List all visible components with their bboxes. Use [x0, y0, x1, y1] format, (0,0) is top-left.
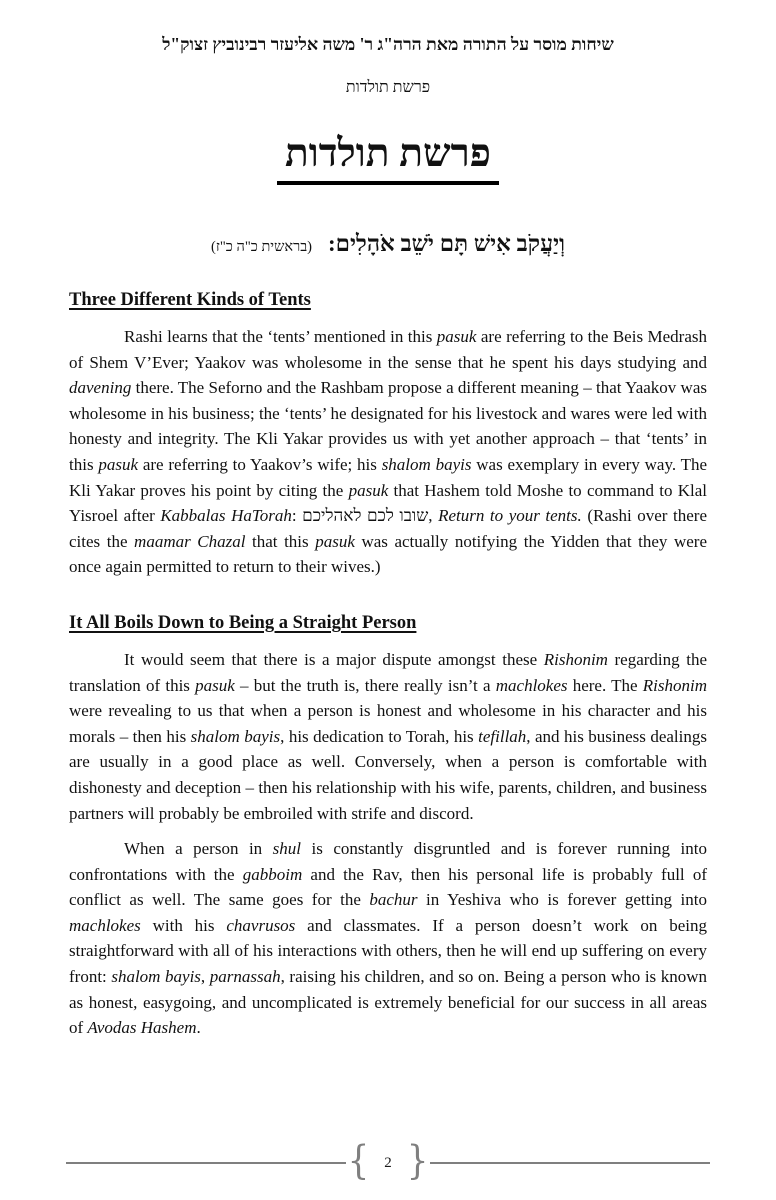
- page-title-text: פרשת תולדות: [277, 131, 499, 185]
- paragraph-shul-conflict: When a person in shul is constantly disgruntled and is forever running into confrontations with the gabboim and the Rav, then his personal life is probably full of conflict as well. The same goes for the bachur in Yeshiva who is forever getting into machlokes with his chavrusos and classmates. If a person doesn’t work on being straightforward with all of his interactions with others, then he will end up suffering on every front: shalom bayis, parnassah, raising his children, and so on. Being a person who is known as honest, easygoing, and uncomplicated is extremely beneficial for our success in all areas of Avodas Hashem.: [69, 839, 708, 1038]
- torah-verse-line: [69, 231, 707, 257]
- section-three-tents: [69, 290, 707, 580]
- left-brace-decoration: {: [347, 1138, 370, 1184]
- section-heading-three-tents: Three Different Kinds of Tents: [69, 290, 311, 310]
- verse-citation: (בראשית כ"ה כ"ז): [210, 239, 313, 255]
- document-series-title: שיחות מוסר על התורה מאת הרה"ג ר' משה אליעזר רבינוביץ זצוק"ל: [162, 34, 614, 54]
- page-number: 2: [384, 1154, 392, 1171]
- section-heading-straight-person: It All Boils Down to Being a Straight Person: [69, 612, 417, 633]
- paragraph-rishonim-dispute: It would seem that there is a major dispute amongst these Rishonim regarding the translation of this pasuk – but the truth is, there really isn’t a machlokes here. The Rishonim were revealing to us that when a person is honest and wholesome in his character and his morals – then his shalom bayis, his dedication to Torah, his tefillah, and his business dealings are usually in a good place as well. Conversely, when a person is comfortable with dishonesty and deception – then his relationship with his wife, parents, children, and business partners will probably be embroiled with strife and discord.: [69, 649, 708, 823]
- footer-rule-left: [66, 1162, 346, 1164]
- footer-rule-right: [430, 1162, 710, 1164]
- parsha-subtitle: פרשת תולדות: [345, 79, 431, 96]
- verse-text: וְיַעֲקֹב אִישׁ תָּם יֹשֵׁב אֹהָלִים:: [328, 231, 566, 256]
- right-brace-decoration: }: [406, 1138, 429, 1184]
- section-straight-person: [69, 613, 707, 1041]
- page-title: [69, 131, 707, 185]
- paragraph-rashi-tents: Rashi learns that the ‘tents’ mentioned in this pasuk are referring to the Beis Medrash of Shem V’Ever; Yaakov was wholesome in the sense that he spent his days studying and davening there. The Seforno and the Rashbam propose a different meaning – that Yaakov was wholesome in his business; the ‘tents’ he designated for his livestock and wares were led with honesty and integrity. The Kli Yakar provides us with yet another approach – that ‘tents’ in this pasuk are referring to Yaakov’s wife; his shalom bayis was exemplary in every way. The Kli Yakar proves his point by citing the pasuk that Hashem told Moshe to command to Klal Yisroel after Kabbalas HaTorah: שובו לכם לאהליכם, Return to your tents. (Rashi over there cites the maamar Chazal that this pasuk was actually notifying the Yidden that they were once again permitted to return to their wives.): [69, 327, 708, 577]
- page-footer: [66, 1138, 710, 1184]
